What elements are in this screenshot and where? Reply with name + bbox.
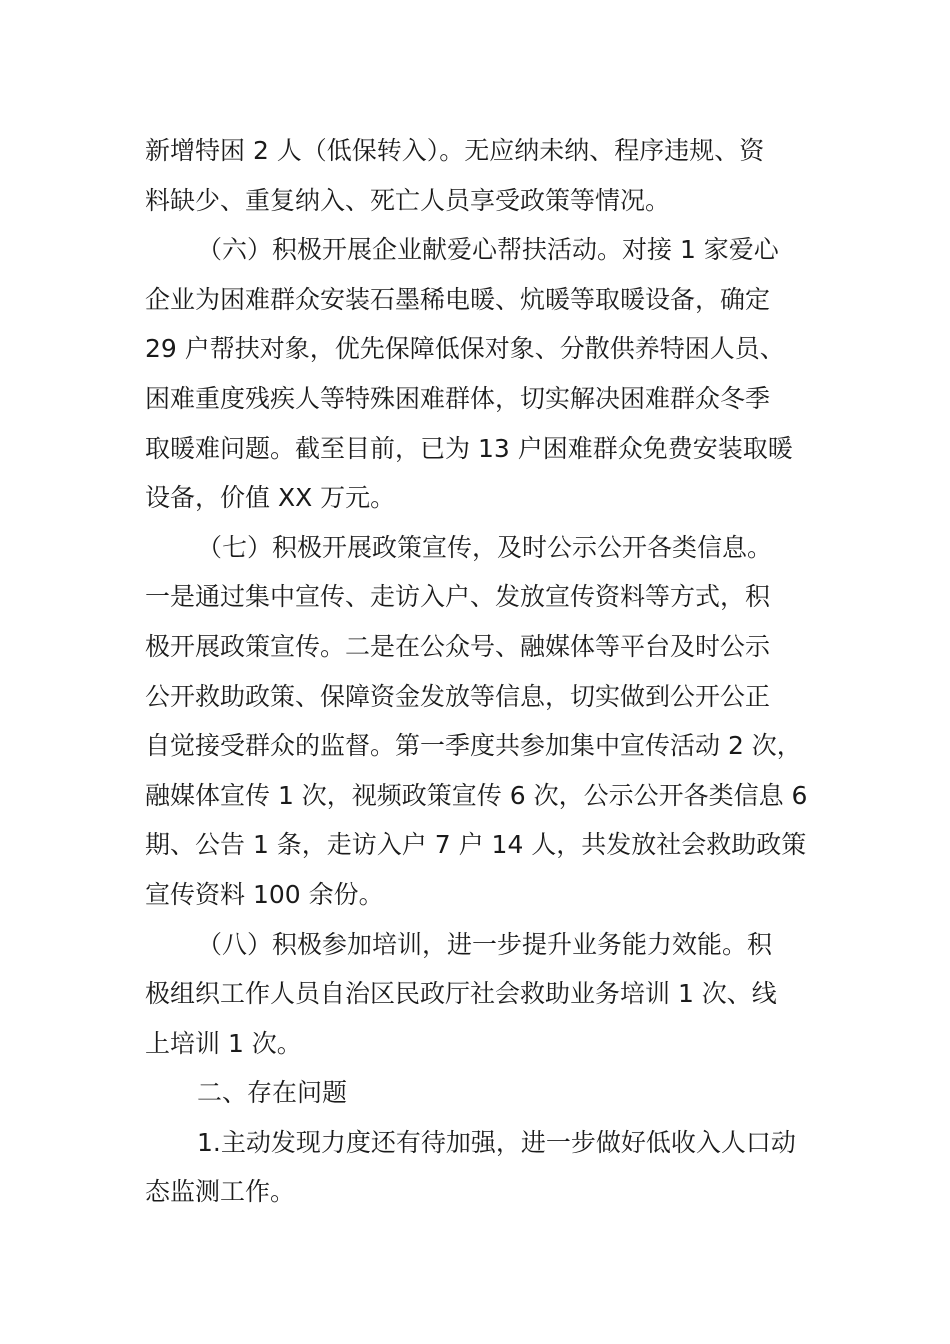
text-line: 自觉接受群众的监督。第一季度共参加集中宣传活动 2 次， (145, 731, 802, 761)
text-line: 公开救助政策、保障资金发放等信息，切实做到公开公正 (145, 681, 771, 711)
text-line: （八）积极参加培训，进一步提升业务能力效能。积 (197, 929, 773, 959)
text-line: 融媒体宣传 1 次，视频政策宣传 6 次，公示公开各类信息 6 (145, 780, 808, 810)
text-line: 宣传资料 100 余份。 (145, 879, 384, 909)
text-line: 料缺少、重复纳入、死亡人员享受政策等情况。 (145, 185, 671, 215)
document-body (145, 126, 810, 1217)
text-line: 设备，价值 XX 万元。 (145, 483, 396, 513)
text-line: 期、公告 1 条，走访入户 7 户 14 人，共发放社会救助政策 (145, 830, 807, 860)
text-line: 态监测工作。 (145, 1177, 296, 1207)
text-line: 上培训 1 次。 (145, 1028, 302, 1058)
text-line: （六）积极开展企业献爱心帮扶活动。对接 1 家爱心 (197, 235, 779, 265)
text-line: 29 户帮扶对象，优先保障低保对象、分散供养特困人员、 (145, 334, 785, 364)
text-line: 二、存在问题 (197, 1078, 348, 1108)
text-line: （七）积极开展政策宣传，及时公示公开各类信息。 (197, 532, 773, 562)
text-line: 企业为困难群众安装石墨稀电暖、炕暖等取暖设备，确定 (145, 284, 771, 314)
text-line: 1.主动发现力度还有待加强，进一步做好低收入人口动 (197, 1127, 796, 1157)
text-line: 取暖难问题。截至目前，已为 13 户困难群众免费安装取暖 (145, 433, 793, 463)
text-line: 困难重度残疾人等特殊困难群体，切实解决困难群众冬季 (145, 383, 771, 413)
text-line: 新增特困 2 人（低保转入）。无应纳未纳、程序违规、资 (145, 136, 765, 165)
text-line: 一是通过集中宣传、走访入户、发放宣传资料等方式，积 (145, 582, 771, 612)
text-line: 极开展政策宣传。二是在公众号、融媒体等平台及时公示 (145, 631, 771, 661)
text-line: 极组织工作人员自治区民政厅社会救助业务培训 1 次、线 (145, 979, 777, 1009)
